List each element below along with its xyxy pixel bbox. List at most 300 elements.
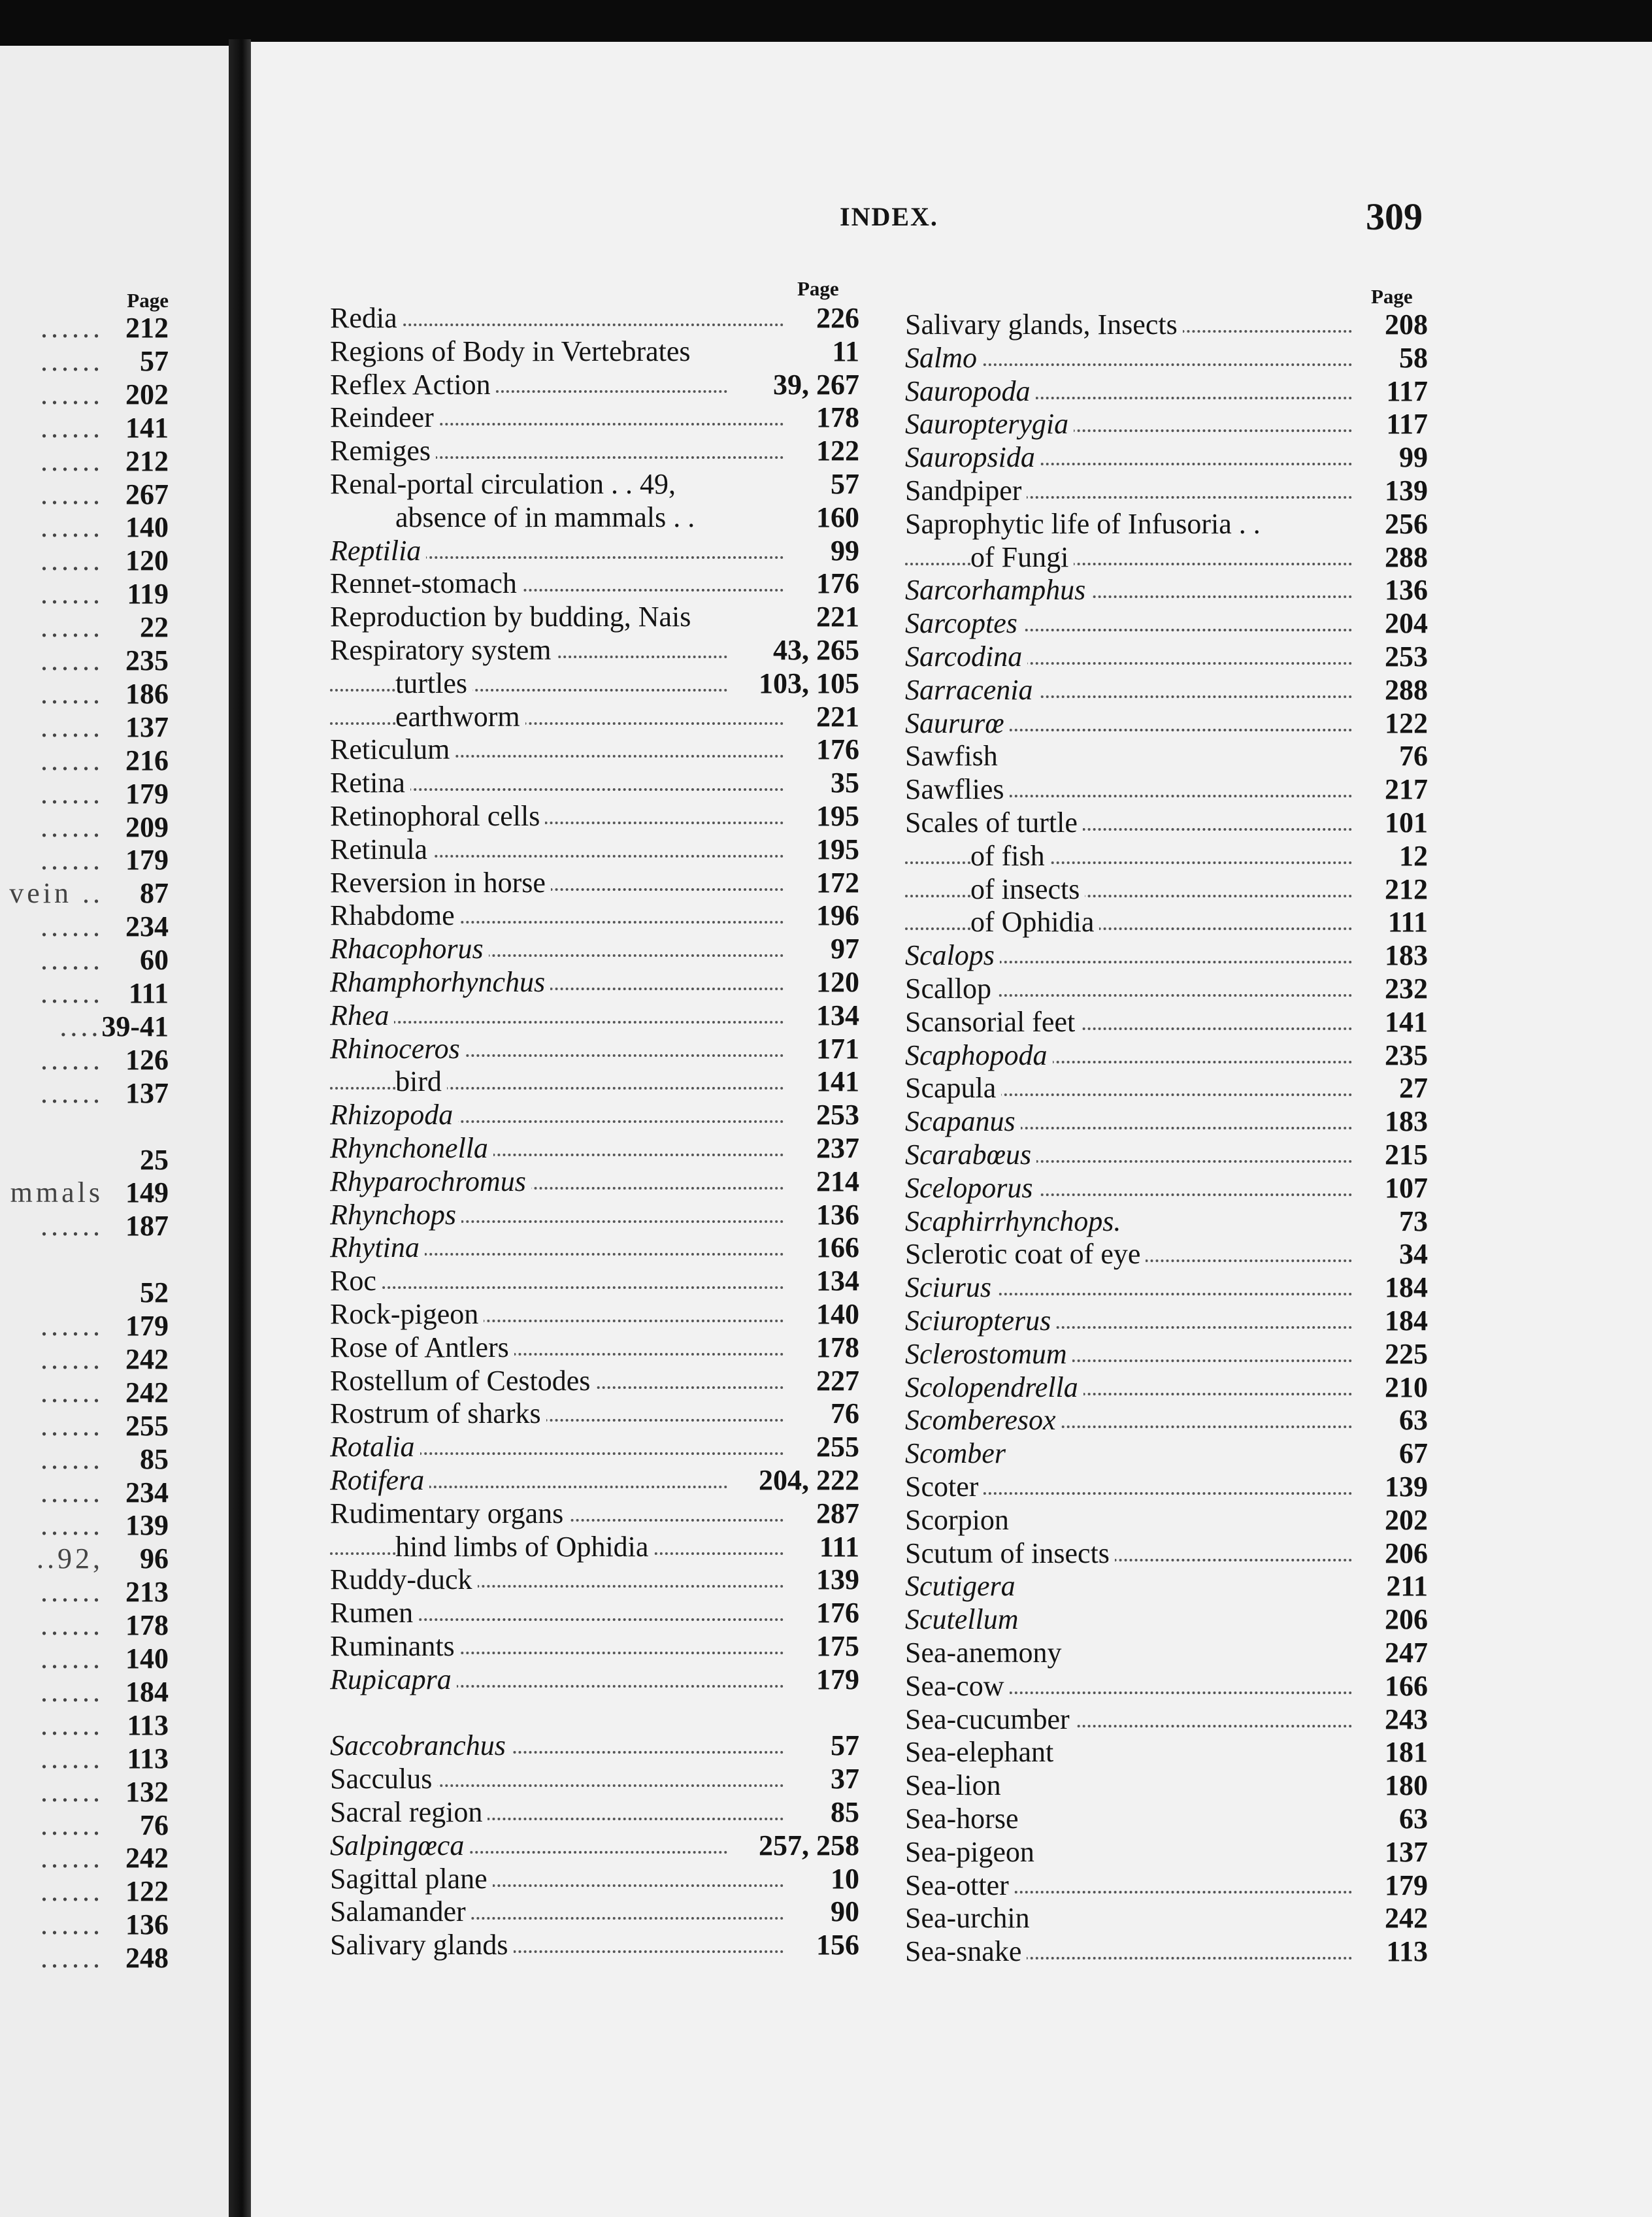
left-page-entry-text: ...... (41, 810, 103, 843)
index-entry-term: Sea-pigeon (905, 1836, 1040, 1868)
index-entry-term: turtles (395, 667, 472, 699)
index-entry-page: 255 (816, 1431, 859, 1463)
index-entry-term: Rhizopoda (330, 1099, 458, 1131)
left-page-entry-text: ...... (41, 411, 103, 444)
left-page-entry-text: ...... (41, 1076, 103, 1109)
index-entry (330, 1597, 859, 1629)
left-page-entry (0, 1276, 169, 1309)
index-entry (905, 674, 1428, 707)
left-page-entry-text: ...... (41, 1609, 103, 1642)
index-entry (330, 401, 859, 434)
index-entry-term: Reptilia (330, 535, 426, 567)
left-page-entry (0, 1642, 169, 1675)
index-entry-term: Sea-lion (905, 1769, 1006, 1801)
index-entry-term: Scapanus (905, 1105, 1021, 1137)
index-entry (905, 1172, 1428, 1205)
left-page-entry (0, 778, 169, 810)
index-entry-page: 39, 267 (773, 368, 859, 401)
index-entry (905, 1404, 1428, 1437)
index-entry-page: 183 (1385, 939, 1428, 972)
index-entry-term: Salivary glands (330, 1929, 514, 1961)
index-entry-page: 139 (1385, 475, 1428, 507)
index-entry (330, 369, 859, 401)
index-entry-page: 141 (1385, 1005, 1428, 1038)
left-page-entry (0, 711, 169, 744)
left-page-fragment (0, 46, 229, 2217)
left-page-entry-page: 242 (125, 1376, 169, 1409)
index-entry-page: 257, 258 (759, 1829, 859, 1861)
index-entry-page: 221 (816, 601, 859, 633)
index-entry (905, 1902, 1428, 1935)
index-entry-term: Saprophytic life of Infusoria . . (905, 508, 1266, 540)
left-page-entry (0, 312, 169, 344)
index-entry (905, 1537, 1428, 1570)
left-page-entry-page: 178 (125, 1609, 169, 1642)
index-entry (905, 1570, 1428, 1603)
left-page-entry-text: ...... (41, 944, 103, 976)
index-entry-page: 136 (1385, 574, 1428, 607)
left-page-entry (0, 1576, 169, 1609)
left-page-entry-page: 120 (125, 544, 169, 577)
left-page-entry (0, 1742, 169, 1775)
index-entry-page: 179 (816, 1663, 859, 1695)
index-entry-term: Rose of Antlers (330, 1331, 514, 1363)
left-page-entry-page: 234 (125, 910, 169, 943)
index-entry-page: 85 (831, 1796, 859, 1828)
index-entry (905, 408, 1428, 441)
index-entry-page: 184 (1385, 1305, 1428, 1337)
index-entry-term: Scales of turtle (905, 807, 1083, 839)
index-entry-term: Rhea (330, 999, 394, 1031)
index-entry-term: Rhyparochromus (330, 1165, 531, 1197)
index-entry-term: Sawflies (905, 773, 1010, 805)
index-entry-page: 11 (832, 335, 859, 367)
index-entry-term: Sea-snake (905, 1935, 1027, 1967)
index-entry-term: Sea-cucumber (905, 1703, 1075, 1735)
index-entry (905, 1039, 1428, 1072)
index-entry-term: Sea-otter (905, 1869, 1014, 1901)
index-entry (330, 1895, 859, 1928)
index-entry (330, 302, 859, 335)
left-page-entry-page: 137 (125, 710, 169, 743)
index-entry-page: 156 (816, 1929, 859, 1961)
index-entry (905, 1371, 1428, 1404)
left-page-entry (0, 345, 169, 378)
index-entry-page: 172 (816, 866, 859, 899)
index-entry-page: 227 (816, 1364, 859, 1397)
index-entry-term: of Ophidia (970, 906, 1099, 938)
left-page-entry-text: ...... (41, 777, 103, 810)
index-entry-page: 178 (816, 1331, 859, 1363)
index-entry (330, 1431, 859, 1463)
index-entry (330, 1497, 859, 1530)
index-entry (330, 733, 859, 766)
index-entry-page: 120 (816, 966, 859, 998)
index-entry (330, 1663, 859, 1696)
left-page-entry-page: 235 (125, 644, 169, 676)
index-entry (905, 1703, 1428, 1736)
left-page-entry-page: 149 (125, 1176, 169, 1209)
index-entry (330, 1065, 859, 1098)
index-entry-term: Ruddy-duck (330, 1563, 478, 1595)
left-page-entry (0, 1776, 169, 1809)
index-entry-page: 247 (1385, 1637, 1428, 1669)
left-page-entry-page: 141 (125, 411, 169, 444)
index-entry (330, 1829, 859, 1862)
index-entry-page: 176 (816, 733, 859, 766)
index-entry (905, 1869, 1428, 1902)
index-entry-page: 137 (1385, 1835, 1428, 1868)
index-entry-term: Sciurus (905, 1271, 997, 1303)
index-entry-page: 287 (816, 1497, 859, 1529)
index-entry (330, 1630, 859, 1663)
index-entry (905, 1105, 1428, 1138)
column-head-1: Page (797, 277, 839, 300)
index-entry-term: Sceloporus (905, 1172, 1038, 1204)
left-page-entry-page: 202 (125, 378, 169, 410)
column-head-2: Page (1371, 285, 1413, 308)
index-entry-page: 226 (816, 302, 859, 334)
index-entry (905, 475, 1428, 507)
index-entry-term: Reticulum (330, 733, 455, 765)
left-page-entry-text: ...... (41, 1842, 103, 1875)
left-page-entry-page: 213 (125, 1576, 169, 1609)
index-entry-page: 43, 265 (773, 634, 859, 666)
index-entry-page: 253 (816, 1099, 859, 1131)
index-entry (905, 541, 1428, 574)
index-entry-page: 204 (1385, 607, 1428, 640)
index-entry-term: Salpingœca (330, 1829, 469, 1861)
index-entry-term: Scomberesox (905, 1404, 1061, 1436)
left-page-entry-page: 22 (140, 611, 169, 644)
index-entry (905, 1006, 1428, 1039)
index-entry (330, 567, 859, 600)
left-page-entry-text: ...... (41, 844, 103, 876)
index-entry-term: Sauropoda (905, 375, 1036, 407)
index-entry-term: Sea-horse (905, 1803, 1024, 1835)
index-entry-page: 136 (816, 1198, 859, 1231)
left-page-entry-page: 184 (125, 1675, 169, 1708)
index-entry (905, 1238, 1428, 1271)
index-entry-page: 139 (1385, 1471, 1428, 1503)
index-entry (330, 1697, 859, 1729)
index-entry-term: Scapula (905, 1072, 1001, 1104)
index-entry-page: 103, 105 (759, 667, 859, 699)
index-entry (905, 1471, 1428, 1503)
index-entry-term: Sarcoptes (905, 607, 1023, 639)
index-entry-page: 34 (1399, 1238, 1428, 1271)
index-entry-term: Rhynchonella (330, 1132, 493, 1164)
index-entry-page: 35 (831, 767, 859, 799)
index-entry (330, 1763, 859, 1795)
index-entry-term: Scutellum (905, 1603, 1024, 1635)
index-entry-page: 117 (1386, 408, 1428, 441)
index-entry (905, 1769, 1428, 1802)
index-entry-term: Salamander (330, 1895, 471, 1927)
index-entry-term: Rumen (330, 1597, 418, 1629)
left-page-entry-text: ...... (41, 1809, 103, 1841)
index-entry-term: Ruminants (330, 1630, 460, 1662)
left-page-entry-page: 212 (125, 312, 169, 344)
index-entry-page: 204, 222 (759, 1464, 859, 1496)
index-entry-page: 111 (1387, 906, 1428, 939)
left-page-entry-text: ..92, (37, 1542, 103, 1575)
left-page-entry-text: vein .. (9, 877, 103, 910)
left-page-entry-page: 122 (125, 1875, 169, 1908)
index-entry (905, 807, 1428, 839)
index-entry (330, 701, 859, 733)
index-entry-page: 215 (1385, 1139, 1428, 1171)
left-page-entry-text: ...... (41, 1942, 103, 1975)
index-entry (905, 308, 1428, 341)
index-entry (330, 501, 859, 534)
left-page-entry-page: 39-41 (101, 1010, 169, 1042)
index-entry-page: 57 (831, 468, 859, 500)
left-page-entry-page: 57 (140, 344, 169, 377)
left-page-entry-text: ...... (41, 644, 103, 676)
index-entry (905, 1603, 1428, 1636)
index-entry-term: Sauropsida (905, 441, 1040, 473)
index-entry-page: 206 (1385, 1537, 1428, 1569)
index-entry-page: 180 (1385, 1769, 1428, 1802)
index-entry (330, 1397, 859, 1430)
index-entry-page: 178 (816, 401, 859, 434)
index-entry-term: Rennet-stomach (330, 567, 522, 599)
index-entry-term: Sclerotic coat of eye (905, 1238, 1146, 1270)
index-entry-page: 184 (1385, 1271, 1428, 1304)
index-entry-page: 111 (819, 1530, 859, 1563)
left-page-entry (0, 1609, 169, 1642)
left-page-entry (0, 910, 169, 943)
index-entry (330, 1331, 859, 1364)
index-entry-term: Sandpiper (905, 475, 1027, 507)
index-entry-term: Scalops (905, 939, 1000, 971)
index-entry-page: 134 (816, 999, 859, 1031)
index-entry-term: Regions of Body in Vertebrates (330, 335, 696, 367)
index-entry (905, 973, 1428, 1005)
index-entry (905, 906, 1428, 939)
left-page-entry-text: ...... (41, 611, 103, 644)
left-page-entry-text: ...... (41, 1376, 103, 1409)
index-entry-term: Sea-elephant (905, 1736, 1059, 1768)
index-entry-term: of fish (970, 840, 1050, 872)
left-page-entry-text: .... (59, 1010, 102, 1042)
index-entry-page: 225 (1385, 1337, 1428, 1370)
left-page-entry-page: 137 (125, 1076, 169, 1109)
left-page-entry (0, 1875, 169, 1908)
index-entry-term: hind limbs of Ophidia (395, 1531, 653, 1563)
left-page-entry-text: ...... (41, 910, 103, 943)
left-page-entry-text: ...... (41, 1509, 103, 1542)
index-entry-page: 113 (1386, 1935, 1428, 1968)
index-entry-term: Renal-portal circulation . . 49, (330, 468, 681, 500)
left-page-entry-text: ...... (41, 1675, 103, 1708)
index-entry (905, 1271, 1428, 1304)
index-entry-term: Sclerostomum (905, 1338, 1072, 1370)
index-entry-term: Retinophoral cells (330, 800, 545, 832)
index-entry-term: Sauropterygia (905, 408, 1074, 440)
index-entry (905, 641, 1428, 673)
index-entry-page: 99 (1399, 441, 1428, 474)
index-entry-page: 12 (1399, 839, 1428, 872)
index-entry-term: Sagittal plane (330, 1863, 493, 1895)
left-page-entry-page: 179 (125, 844, 169, 876)
index-entry (905, 773, 1428, 806)
index-entry (330, 1929, 859, 1961)
index-entry-page: 211 (1386, 1570, 1428, 1603)
index-entry-page: 90 (831, 1895, 859, 1928)
index-entry (330, 535, 859, 567)
index-entry-page: 171 (816, 1032, 859, 1065)
index-entry-term: Reversion in horse (330, 867, 551, 899)
left-page-entry (0, 1144, 169, 1176)
left-page-entry-text: ...... (41, 312, 103, 344)
index-entry (905, 707, 1428, 740)
left-page-entry-text: ...... (41, 1909, 103, 1941)
index-entry-term: Rhacophorus (330, 933, 489, 965)
left-page-entry-page: 179 (125, 1310, 169, 1342)
left-page-entry-page: 25 (140, 1143, 169, 1176)
index-entry-page: 101 (1385, 807, 1428, 839)
index-entry-term: Salmo (905, 342, 982, 374)
index-entry-term: Rock-pigeon (330, 1298, 484, 1330)
left-page-entry-page: 111 (128, 977, 169, 1009)
left-page-entry-page: 113 (127, 1709, 169, 1741)
index-entry (905, 574, 1428, 607)
index-entry-term: Rhynchops (330, 1199, 461, 1231)
index-entry-page: 179 (1385, 1869, 1428, 1901)
index-entry-page: 221 (816, 700, 859, 733)
index-entry-page: 76 (831, 1397, 859, 1430)
index-entry-term: Sarcodina (905, 641, 1027, 673)
left-page-entry-text: ...... (41, 677, 103, 710)
left-page-entry-text: ...... (41, 1409, 103, 1442)
index-entry (905, 607, 1428, 640)
left-page-entry-text: ...... (41, 578, 103, 610)
index-entry (330, 667, 859, 700)
left-page-entry-page: 179 (125, 777, 169, 810)
left-page-entry-page: 87 (140, 877, 169, 910)
left-page-entry (0, 1443, 169, 1476)
left-page-entry (0, 1176, 169, 1209)
left-page-entry-text: ...... (41, 1709, 103, 1741)
left-page-entry-text: ...... (41, 744, 103, 776)
left-page-entry-page: 136 (125, 1909, 169, 1941)
left-page-entry (0, 1010, 169, 1043)
index-entry-term: Sacculus (330, 1763, 437, 1795)
index-entry-term: Scutum of insects (905, 1537, 1115, 1569)
left-page-entry-text: ...... (41, 1442, 103, 1475)
index-entry-page: 37 (831, 1763, 859, 1795)
left-page-entry (0, 744, 169, 777)
index-entry-page: 288 (1385, 541, 1428, 573)
index-entry-page: 10 (831, 1862, 859, 1895)
index-entry (330, 1231, 859, 1264)
left-page-entry (0, 412, 169, 444)
left-page-entry (0, 977, 169, 1010)
left-page-entry (0, 1044, 169, 1076)
index-entry-term: Sciuropterus (905, 1305, 1056, 1337)
index-entry (905, 1836, 1428, 1869)
index-entry (905, 508, 1428, 541)
left-page-entry-text: ...... (41, 1642, 103, 1675)
index-entry (905, 441, 1428, 474)
index-entry (330, 1199, 859, 1231)
left-page-entry (0, 1110, 169, 1143)
index-entry (905, 342, 1428, 375)
page-number: 309 (1366, 195, 1423, 238)
index-entry-term: Rhytina (330, 1231, 425, 1263)
index-entry-term: Redia (330, 302, 403, 334)
index-entry (330, 833, 859, 866)
index-entry (330, 899, 859, 932)
index-entry-term: Salivary glands, Insects (905, 308, 1183, 341)
index-entry-term: Rostrum of sharks (330, 1397, 546, 1429)
index-entry-term: Reflex Action (330, 369, 496, 401)
index-entry (330, 435, 859, 467)
index-entry-page: 212 (1385, 873, 1428, 905)
index-entry-page: 63 (1399, 1404, 1428, 1437)
left-page-entry-page: 209 (125, 810, 169, 843)
index-entry-page: 210 (1385, 1371, 1428, 1403)
index-entry (905, 1935, 1428, 1968)
index-entry (905, 1504, 1428, 1537)
left-page-entry-page: 126 (125, 1043, 169, 1076)
index-entry-term: of insects (970, 873, 1085, 905)
index-entry-term: Rotifera (330, 1464, 429, 1496)
index-entry-term: Sea-anemony (905, 1637, 1066, 1669)
index-entry-page: 181 (1385, 1736, 1428, 1769)
index-entry-page: 160 (816, 501, 859, 533)
index-entry (330, 1563, 859, 1596)
index-entry (330, 1531, 859, 1563)
index-entry-term: Rhabdome (330, 899, 460, 931)
left-page-entry-page: 85 (140, 1442, 169, 1475)
index-entry-page: 195 (816, 833, 859, 865)
left-page-entry (0, 1809, 169, 1842)
index-entry (330, 335, 859, 368)
left-page-entry-text: ...... (41, 1742, 103, 1775)
index-entry-page: 243 (1385, 1703, 1428, 1735)
left-page-entry (0, 511, 169, 544)
index-entry (905, 1305, 1428, 1337)
index-entry (905, 375, 1428, 408)
index-entry-page: 256 (1385, 507, 1428, 540)
left-page-entry (0, 544, 169, 577)
left-page-entry-page: 255 (125, 1409, 169, 1442)
left-page-entry (0, 1942, 169, 1975)
left-page-entry (0, 678, 169, 710)
index-entry-term: absence of in mammals . . (395, 501, 700, 533)
left-page-entry (0, 1210, 169, 1242)
left-page-entry (0, 1509, 169, 1542)
left-page-entry-text: ...... (41, 444, 103, 477)
left-page-column-head: Page (127, 289, 169, 312)
left-page-entry-text: ...... (41, 511, 103, 544)
index-entry (330, 1132, 859, 1165)
left-page-entry-page: 140 (125, 511, 169, 544)
index-entry-page: 195 (816, 800, 859, 832)
index-entry (905, 1736, 1428, 1769)
index-entry-term: Sea-cow (905, 1670, 1010, 1702)
left-page-entry-text: ...... (41, 1342, 103, 1375)
index-entry-page: 107 (1385, 1171, 1428, 1204)
index-entry (905, 1637, 1428, 1669)
index-entry (905, 1437, 1428, 1470)
index-entry-page: 58 (1399, 341, 1428, 374)
left-page-entry-page: 234 (125, 1476, 169, 1509)
left-page-entry (0, 611, 169, 644)
